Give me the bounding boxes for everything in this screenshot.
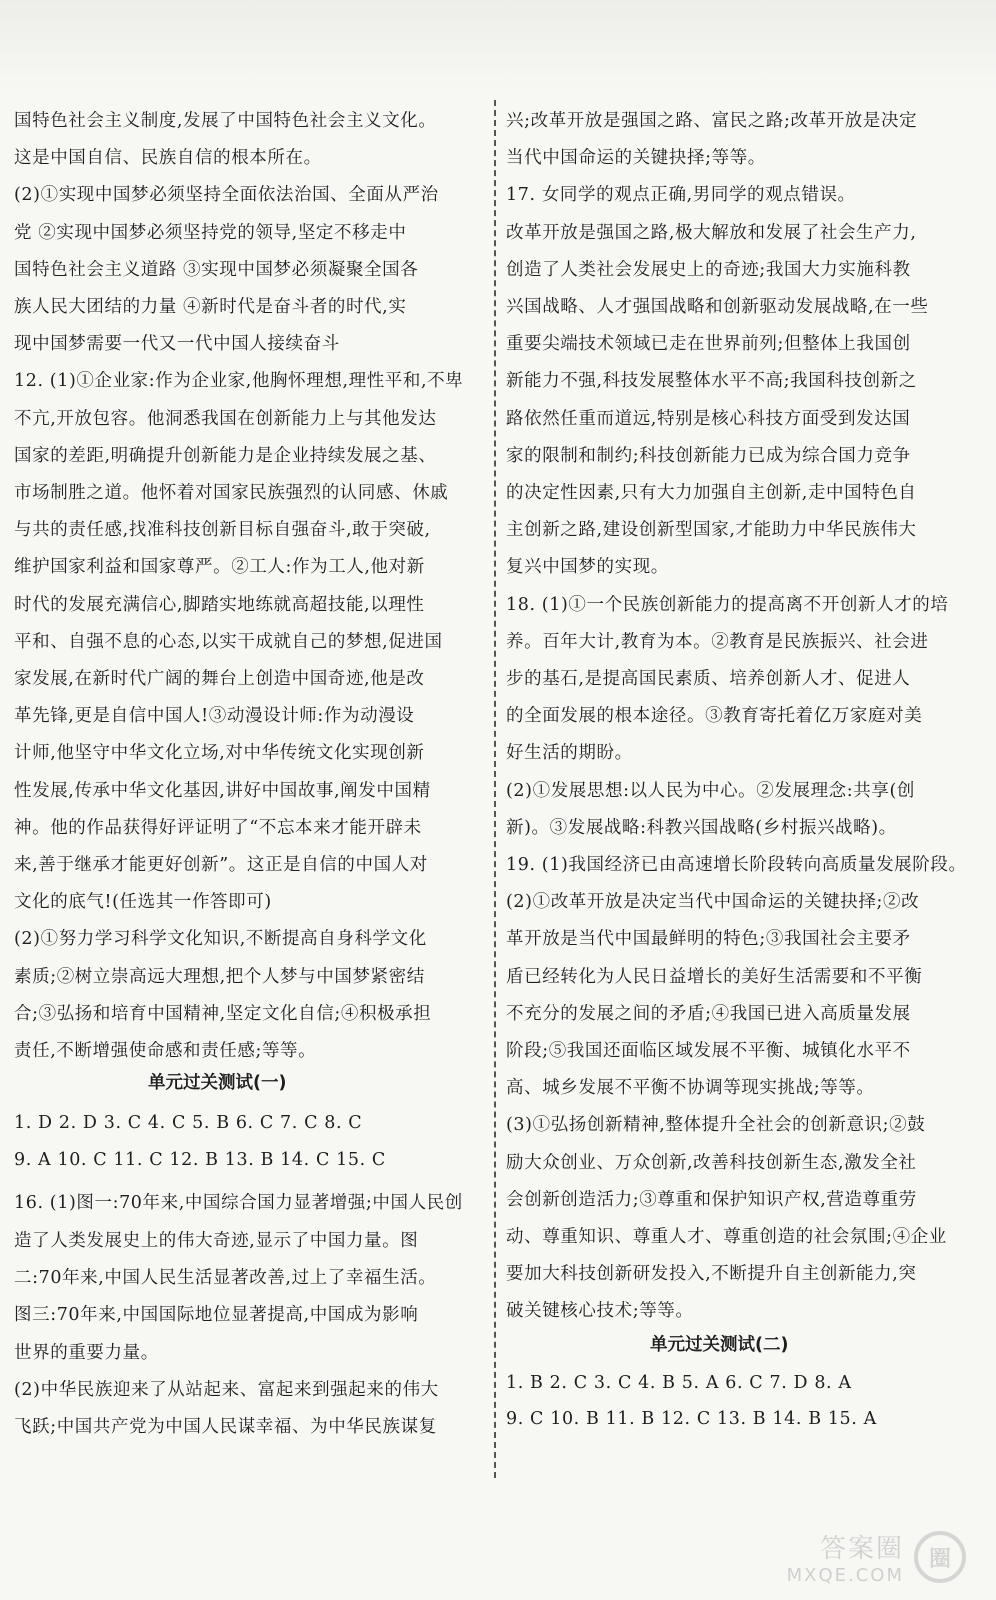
text-line: 合;③弘扬和培育中国精神,坚定文化自信;④积极承担 [14, 1004, 432, 1024]
text-line: 的全面发展的根本途径。③教育寄托着亿万家庭对美 [506, 706, 923, 726]
text-line: 1. D 2. D 3. C 4. C 5. B 6. C 7. C 8. C [14, 1113, 363, 1133]
text-line: 计师,他坚守中华文化立场,对中华传统文化实现创新 [14, 743, 425, 763]
text-line: 国特色社会主义制度,发展了中国特色社会主义文化。 [14, 111, 437, 131]
text-line: 党 ②实现中国梦必须坚持党的领导,坚定不移走中 [14, 223, 407, 243]
text-line: 创造了人类社会发展史上的奇迹;我国大力实施科教 [506, 260, 911, 280]
text-line: 不充分的发展之间的矛盾;④我国已进入高质量发展 [506, 1004, 911, 1024]
text-line: 9. A 10. C 11. C 12. B 13. B 14. C 15. C [14, 1150, 386, 1170]
text-line: 时代的发展充满信心,脚踏实地练就高超技能,以理性 [14, 595, 425, 615]
text-line: 19. (1)我国经济已由高速增长阶段转向高质量发展阶段。 [506, 855, 967, 875]
text-line: 市场制胜之道。他怀着对国家民族强烈的认同感、休戚 [14, 483, 449, 503]
text-line: 18. (1)①一个民族创新能力的提高离不开创新人才的培 [506, 595, 949, 615]
text-line: 国特色社会主义道路 ③实现中国梦必须凝聚全国各 [14, 260, 419, 280]
text-line: 重要尖端技术领域已走在世界前列;但整体上我国创 [506, 334, 911, 354]
text-line: 养。百年大计,教育为本。②教育是民族振兴、社会进 [506, 632, 929, 652]
text-line: 9. C 10. B 11. B 12. C 13. B 14. B 15. A [506, 1409, 877, 1429]
text-line: 复兴中国梦的实现。 [506, 557, 669, 577]
text-line: 盾已经转化为人民日益增长的美好生活需要和不平衡 [506, 967, 923, 987]
text-line: (2)①发展思想:以人民为中心。②发展理念:共享(创 [506, 781, 916, 801]
text-line: (2)①实现中国梦必须坚持全面依法治国、全面从严治 [14, 185, 439, 205]
watermark-url: MXQE.COM [786, 1565, 904, 1586]
text-line: 阶段;⑤我国还面临区域发展不平衡、城镇化水平不 [506, 1041, 911, 1061]
text-line: (2)①改革开放是决定当代中国命运的关键抉择;②改 [506, 892, 920, 912]
column-divider [494, 100, 496, 1478]
text-line: 造了人类发展史上的伟大奇迹,显示了中国力量。图 [14, 1231, 419, 1251]
text-line: 国家的差距,明确提升创新能力是企业持续发展之基、 [14, 446, 437, 466]
text-line: (3)①弘扬创新精神,整体提升全社会的创新意识;②鼓 [506, 1115, 926, 1135]
text-line: 族人民大团结的力量 ④新时代是奋斗者的时代,实 [14, 297, 407, 317]
scan-haze [0, 0, 996, 90]
unit-test-2-heading: 单元过关测试(二) [650, 1335, 789, 1355]
text-line: 1. B 2. C 3. C 4. B 5. A 6. C 7. D 8. A [506, 1373, 852, 1393]
text-line: 的决定性因素,只有大力加强自主创新,走中国特色自 [506, 483, 917, 503]
text-line: 高、城乡发展不平衡不协调等现实挑战;等等。 [506, 1078, 875, 1098]
text-line: 来,善于继承才能更好创新”。这正是自信的中国人对 [14, 855, 428, 875]
text-line: 责任,不断增强使命感和责任感;等等。 [14, 1041, 317, 1061]
text-line: 17. 女同学的观点正确,男同学的观点错误。 [506, 185, 856, 205]
text-line: 世界的重要力量。 [14, 1343, 159, 1363]
text-line: 飞跃;中国共产党为中国人民谋幸福、为中华民族谋复 [14, 1417, 437, 1437]
text-line: 这是中国自信、民族自信的根本所在。 [14, 148, 322, 168]
text-line: 主创新之路,建设创新型国家,才能助力中华民族伟大 [506, 520, 917, 540]
text-line: 路依然任重而道远,特别是核心科技方面受到发达国 [506, 409, 911, 429]
text-line: 破关键核心技术;等等。 [506, 1301, 694, 1321]
watermark-logo-text: 答案圈 [819, 1534, 904, 1564]
text-line: 不亢,开放包容。他洞悉我国在创新能力上与其他发达 [14, 409, 437, 429]
text-line: 家发展,在新时代广阔的舞台上创造中国奇迹,他是改 [14, 669, 425, 689]
text-line: 步的基石,是提高国民素质、培养创新人才、促进人 [506, 669, 911, 689]
text-line: 会创新创造活力;③尊重和保护知识产权,营造尊重劳 [506, 1190, 917, 1210]
watermark-circle-icon: 圈 [914, 1531, 966, 1583]
text-line: 神。他的作品获得好评证明了“不忘本来才能开辟未 [14, 818, 422, 838]
text-line: (2)中华民族迎来了从站起来、富起来到强起来的伟大 [14, 1380, 439, 1400]
text-line: (2)①努力学习科学文化知识,不断提高自身科学文化 [14, 929, 427, 949]
text-line: 革先锋,更是自信中国人!③动漫设计师:作为动漫设 [14, 706, 415, 726]
text-line: 兴;改革开放是强国之路、富民之路;改革开放是决定 [506, 111, 918, 131]
text-line: 二:70年来,中国人民生活显著改善,过上了幸福生活。 [14, 1268, 437, 1288]
text-line: 动、尊重知识、尊重人才、尊重创造的社会氛围;④企业 [506, 1227, 947, 1247]
text-line: 好生活的期盼。 [506, 743, 633, 763]
text-line: 平和、自强不息的心态,以实干成就自己的梦想,促进国 [14, 632, 443, 652]
text-line: 革开放是当代中国最鲜明的特色;③我国社会主要矛 [506, 929, 911, 949]
text-line: 素质;②树立崇高远大理想,把个人梦与中国梦紧密结 [14, 967, 425, 987]
unit-test-1-heading: 单元过关测试(一) [148, 1073, 287, 1093]
text-line: 当代中国命运的关键抉择;等等。 [506, 148, 766, 168]
text-line: 家的限制和制约;科技创新能力已成为综合国力竞争 [506, 446, 911, 466]
text-line: 要加大科技创新研发投入,不断提升自主创新能力,突 [506, 1264, 917, 1284]
text-line: 现中国梦需要一代又一代中国人接续奋斗 [14, 334, 340, 354]
text-line: 兴国战略、人才强国战略和创新驱动发展战略,在一些 [506, 297, 929, 317]
text-line: 性发展,传承中华文化基因,讲好中国故事,阐发中国精 [14, 781, 431, 801]
text-line: 维护国家利益和国家尊严。②工人:作为工人,他对新 [14, 557, 425, 577]
text-line: 12. (1)①企业家:作为企业家,他胸怀理想,理性平和,不卑 [14, 371, 464, 391]
text-line: 励大众创业、万众创新,改善科技创新生态,激发全社 [506, 1153, 917, 1173]
text-line: 图三:70年来,中国国际地位显著提高,中国成为影响 [14, 1305, 419, 1325]
text-line: 新)。③发展战略:科教兴国战略(乡村振兴战略)。 [506, 818, 897, 838]
text-line: 改革开放是强国之路,极大解放和发展了社会生产力, [506, 223, 917, 243]
watermark-logo [787, 1528, 966, 1586]
text-line: 与共的责任感,找准科技创新目标自强奋斗,敢于突破, [14, 520, 431, 540]
text-line: 16. (1)图一:70年来,中国综合国力显著增强;中国人民创 [14, 1193, 463, 1213]
text-line: 新能力不强,科技发展整体水平不高;我国科技创新之 [506, 371, 917, 391]
text-line: 文化的底气!(任选其一作答即可) [14, 892, 272, 912]
